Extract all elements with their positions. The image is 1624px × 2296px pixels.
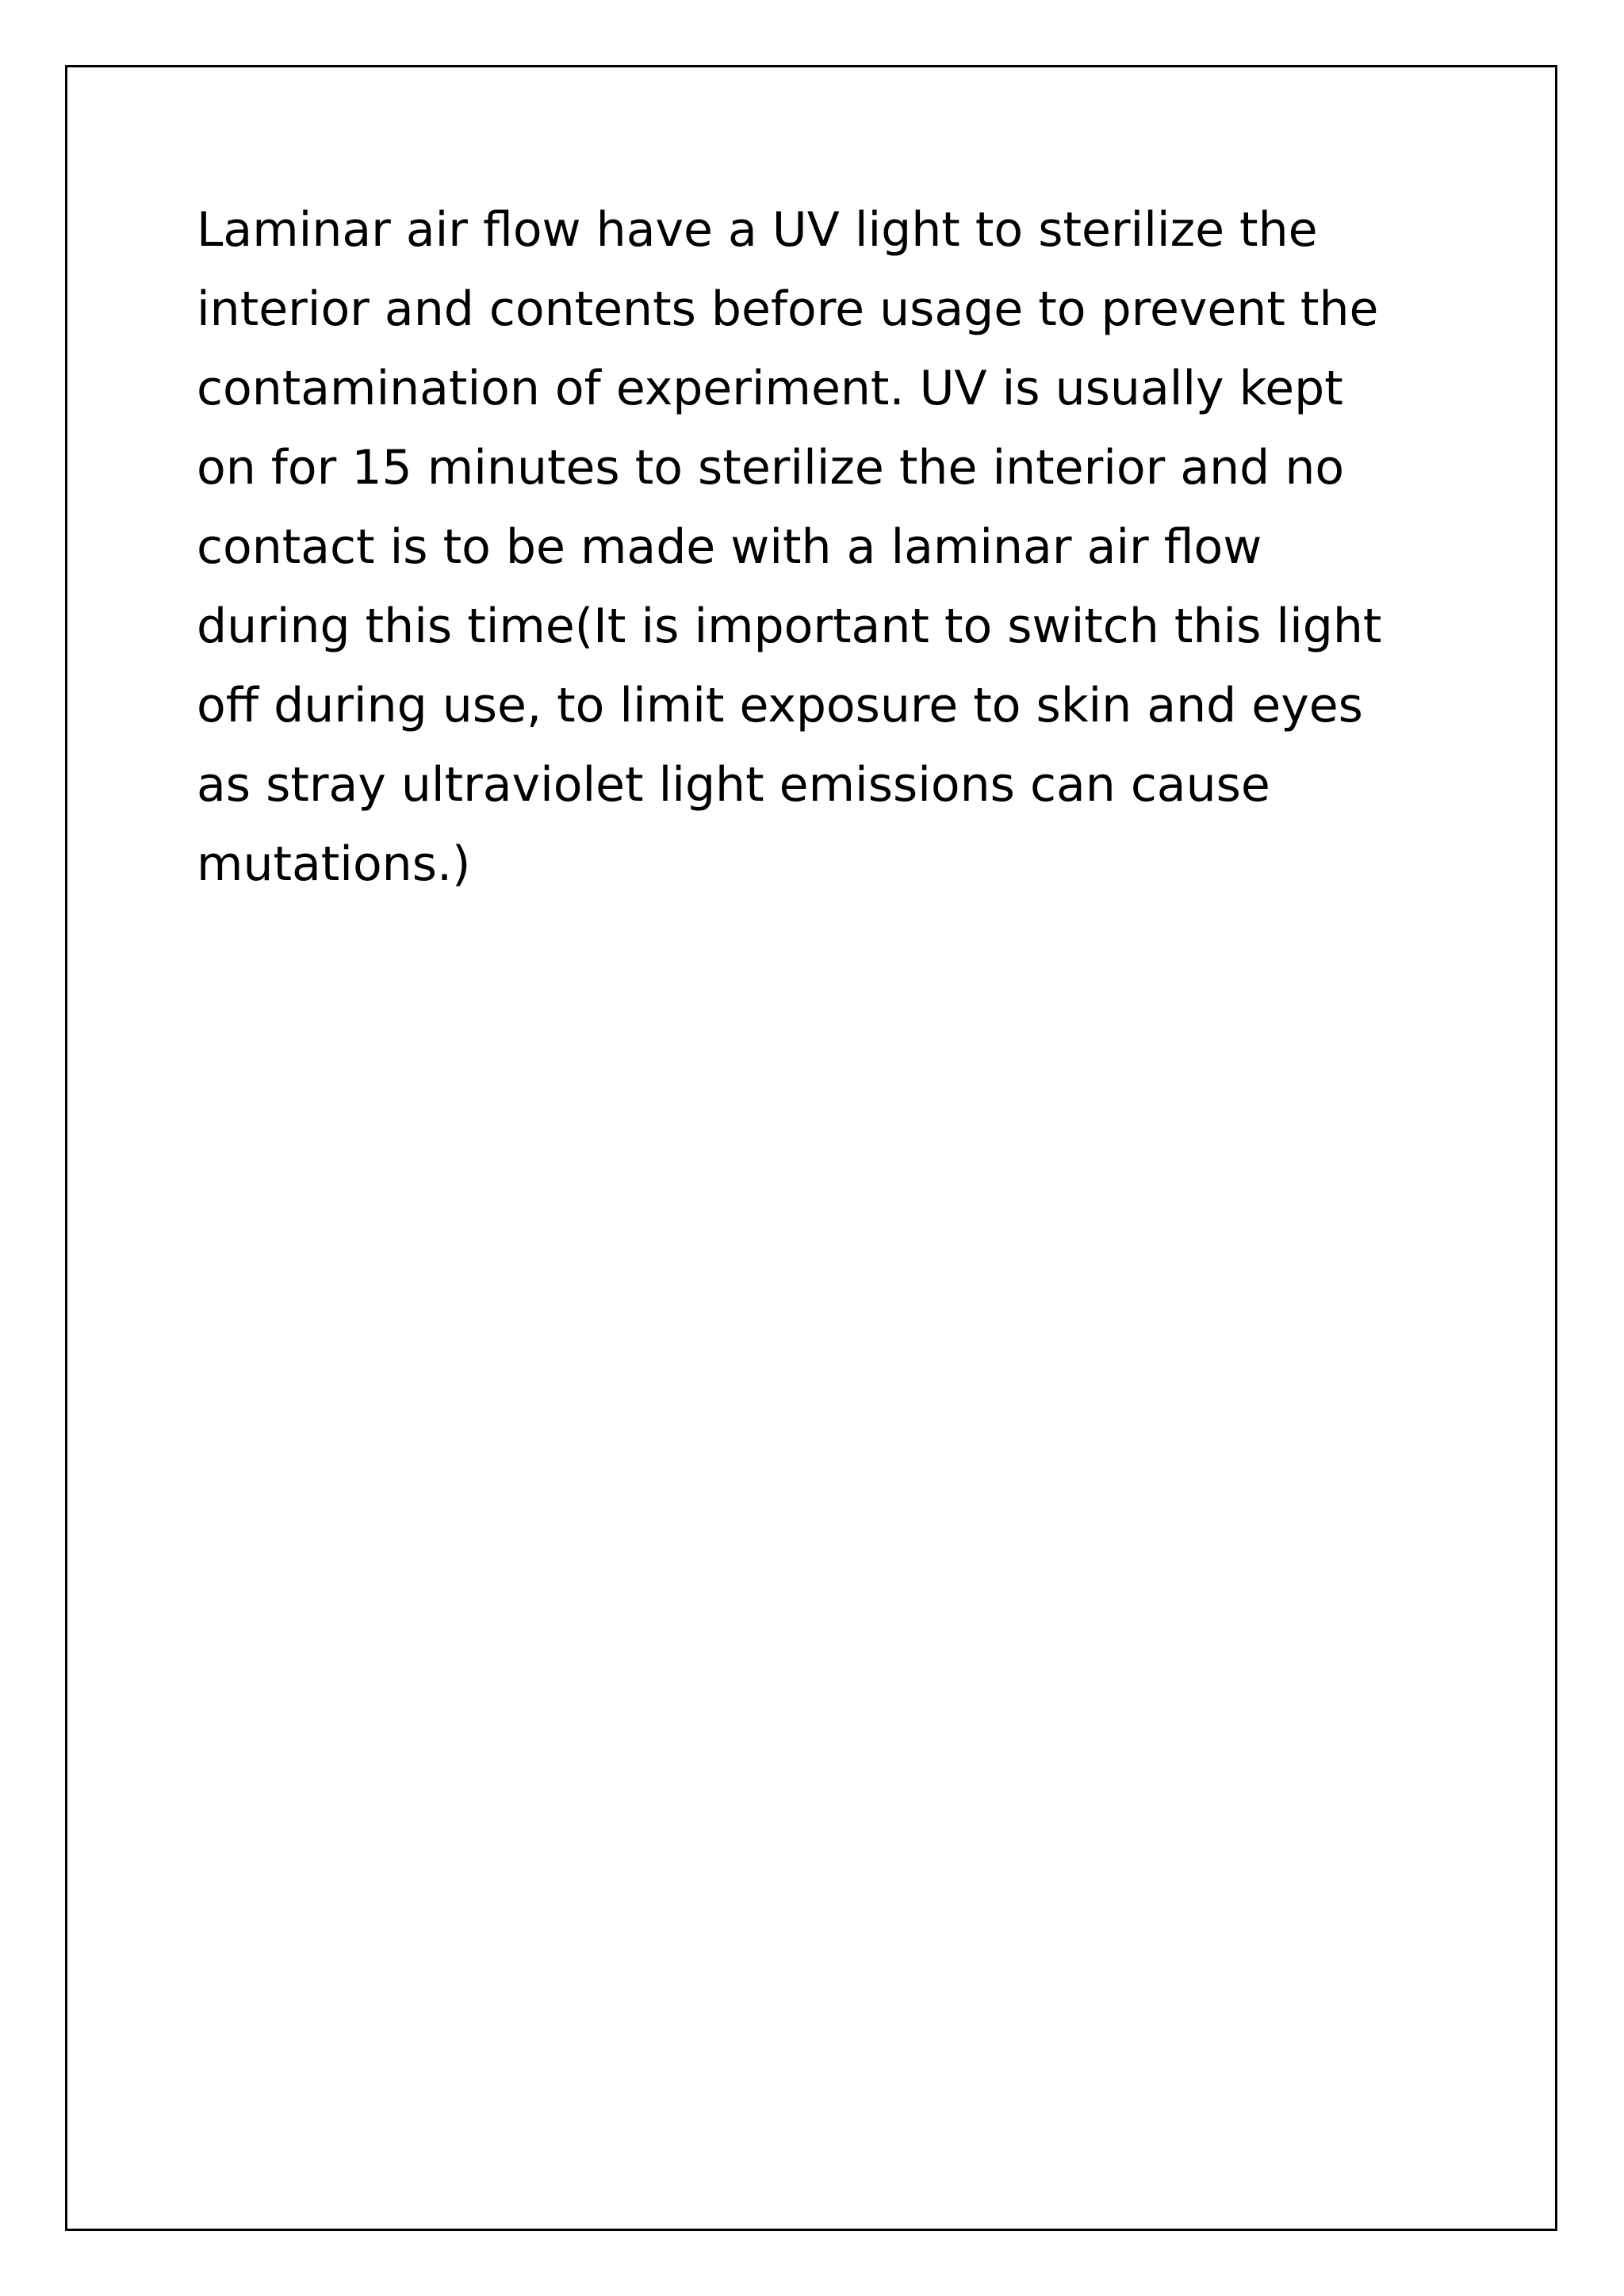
paragraph-line: on for 15 minutes to sterilize the interior and no [197,440,1345,496]
paragraph-line: during this time(It is important to switch this light [197,599,1382,654]
paragraph-line: contact is to be made with a laminar air flow [197,519,1262,575]
paragraph-line: contamination of experiment. UV is usually kept [197,361,1343,416]
paragraph-line: interior and contents before usage to prevent the [197,281,1379,337]
paragraph-line: off during use, to limit exposure to skin and eyes [197,678,1363,733]
body-paragraph [197,190,1481,904]
paragraph-line: Laminar air flow have a UV light to sterilize the [197,202,1318,258]
paragraph-line: mutations.) [197,836,471,892]
paragraph-line: as stray ultraviolet light emissions can cause [197,757,1270,813]
